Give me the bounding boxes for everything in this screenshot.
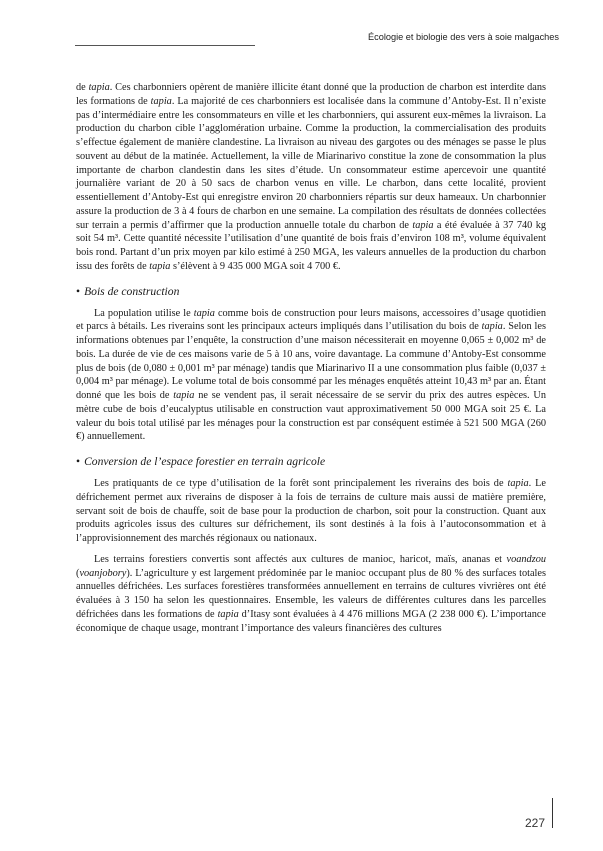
italic-term: tapia xyxy=(193,307,215,319)
running-header: Écologie et biologie des vers à soie malgaches xyxy=(367,32,559,42)
italic-term: tapia xyxy=(412,219,434,231)
text-run: d’Itasy sont évaluées à 4 476 millions MGA (2 238 000 €). L’importance économique de chaque usage, montrant l’importance des valeurs financières des cultures xyxy=(76,608,546,634)
italic-term: tapia xyxy=(481,321,503,333)
text-run: ne se vendent pas, il serait nécessaire de se servir du prix des autres espèces. Un mètre cube de bois d’eucalyptus utilisable en construction vaut approximativement 50 000 MGA soit 25 €. La valeur du bois total utilisé par les ménages pour la construction est par conséquent estimée à 521 500 MGA (260 €) annuellement. xyxy=(76,390,546,443)
text-run: . Ces charbonniers opèrent de manière illicite étant donné que la production de charbon est interdite dans les formations de xyxy=(76,82,546,107)
section-heading-agricultural-conversion xyxy=(76,455,546,469)
italic-term: tapia xyxy=(507,478,529,489)
text-run: de xyxy=(76,82,89,93)
text-run: La population utilise le xyxy=(94,307,194,319)
text-run: a été évaluée à 37 740 kg soit 54 m³. Cette quantité nécessite l’utilisation d’une quantité de bois frais d’environ 108 m³, volume équivalent bois rond. Partant d’un prix moyen par kilo estimé à 250 MGA, les valeurs annuelles de la production du charbon issu des forêts de xyxy=(76,219,547,272)
text-run: s’élèvent à 9 435 000 MGA soit 4 700 €. xyxy=(170,260,341,272)
text-run: . Le défrichement permet aux riverains de disposer à la fois de terrains de culture mais aussi de matière première, servant soit de bois de chauffe, soit de base pour la production de charbon, soit pour la construction. Quant aux produits agricoles issus des cultures sur défrichement, ils sont destinés à la fois à l’autoconsommation et à l’approvisionnement des marchés régionaux ou nationaux. xyxy=(76,478,546,544)
text-run: . La majorité de ces charbonniers est localisée dans la commune d’Antoby-Est. Il n’existe pas d’intermédiaire entre les consommateurs en ville et les charbonniers, qui assurent eux-mêmes la livraison. La production du charbon cible l’agglomération urbaine. Comme la production, la commercialisation des produits s’effectue également de manière clandestine. La livraison au niveau des gargotes ou des ménages se passe le plus souvent au début de la matinée. Actuellement, la ville de Miarinarivo constitue la zone de consommation la plus importante de charbon clandestin dans les sites d’étude. Un consommateur estime apercevoir une quantité journalière variant de 20 à 50 sacs de charbon venus en ville. Le charbon, dans cette localité, provient essentiellement d’Antoby-Est qui enregistre environ 20 charbonniers répartis sur deux hameaux. Un charbonnier assure la production de 3 à 4 fours de charbon en une semaine. La compilation des résultats de données collectées sur terrain a permis d’affirmer que la production annuelle totale du charbon de xyxy=(76,95,546,231)
text-run: . Selon les informations obtenues par l’enquête, la construction d’une maison nécessiterait en moyenne 0,065 ± 0,002 m³ de bois. La durée de vie de ces maisons varie de 5 à 10 ans, voire davantage. La commune d’Antoby-Est consomme plus de bois (de 0,080 ± 0,001 m³ par ménage) tandis que Miarinarivo II a une consommation plus faible (0,037 ± 0,004 m³ par ménage). Le volume total de bois consommé par les ménages enquêtés atteint 10,43 m³ par an. Étant donné que les bois de xyxy=(76,321,546,401)
paragraph xyxy=(76,307,546,445)
body-text xyxy=(76,81,546,642)
section-heading-construction xyxy=(76,285,546,299)
page-number-rule xyxy=(552,798,553,828)
header-rule xyxy=(75,45,255,46)
text-run: Les terrains forestiers convertis sont affectés aux cultures de manioc, haricot, maïs, ananas et xyxy=(94,553,507,565)
italic-term: tapia xyxy=(88,82,110,93)
italic-term: voandzou xyxy=(506,553,546,565)
text-run: ( xyxy=(76,567,80,579)
paragraph xyxy=(76,477,546,546)
paragraph xyxy=(76,553,546,636)
text-run: ). L’agriculture y est largement prédominée par le manioc occupant plus de 80 % des surfaces totales annuelles défrichées. Les surfaces forestières transformées annuellement en terrains de cultures vivrières ont été évaluées à 3 150 ha selon les questionnaires. Ensemble, les valeurs de différentes cultures dans les parcelles défrichées dans les formations de xyxy=(76,567,546,620)
italic-term: voanjobory xyxy=(79,567,127,579)
italic-term: tapia xyxy=(149,260,171,272)
page-number: 227 xyxy=(524,816,545,830)
bullet-icon: • xyxy=(76,284,81,298)
italic-term: tapia xyxy=(150,95,172,107)
section-title: Bois de construction xyxy=(84,284,180,298)
italic-term: tapia xyxy=(173,390,195,401)
text-run: Les pratiquants de ce type d’utilisation de la forêt sont principalement les riverains des bois de xyxy=(94,478,508,489)
section-title: Conversion de l’espace forestier en terrain agricole xyxy=(84,455,326,468)
italic-term: tapia xyxy=(217,608,239,620)
text-run: comme bois de construction pour leurs maisons, accessoires d’usage quotidien et parcs à bétails. Les riverains sont les principaux acteurs impliqués dans l’utilisation du bois de xyxy=(76,307,546,333)
bullet-icon: • xyxy=(76,455,81,468)
paragraph xyxy=(76,81,546,274)
